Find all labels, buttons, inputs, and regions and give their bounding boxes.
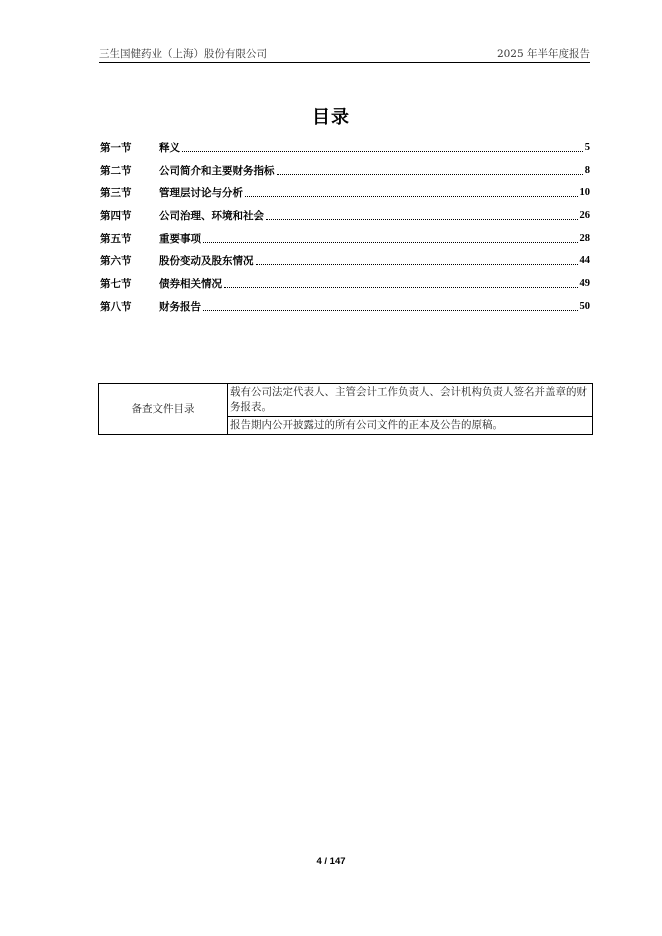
toc-section-name: 公司简介和主要财务指标 xyxy=(159,164,275,177)
toc-section-name: 债券相关情况 xyxy=(159,277,222,290)
toc-entry[interactable] xyxy=(100,249,590,272)
reference-document-item: 载有公司法定代表人、主管会计工作负责人、会计机构负责人签名并盖章的财务报表。 xyxy=(228,384,593,417)
toc-leader-dots xyxy=(203,310,578,311)
toc-section-name: 公司治理、环境和社会 xyxy=(159,209,264,222)
toc-entry[interactable] xyxy=(100,136,590,159)
toc-page-number: 44 xyxy=(579,255,590,267)
toc-entry[interactable] xyxy=(100,159,590,182)
toc-leader-dots xyxy=(224,287,578,288)
toc-section-name: 释义 xyxy=(159,141,180,154)
toc-section-number: 第二节 xyxy=(100,164,132,177)
toc-leader-dots xyxy=(203,242,578,243)
reference-document-item: 报告期内公开披露过的所有公司文件的正本及公告的原稿。 xyxy=(228,417,593,435)
toc-leader-dots xyxy=(277,174,583,175)
toc-section-number: 第八节 xyxy=(100,300,132,313)
toc-section-name: 股份变动及股东情况 xyxy=(159,255,254,268)
toc-section-name: 管理层讨论与分析 xyxy=(159,187,243,200)
toc-page-number: 49 xyxy=(579,277,590,289)
toc-leader-dots xyxy=(245,196,578,197)
header-report-title: 2025 年半年度报告 xyxy=(496,48,590,60)
reference-documents-table xyxy=(98,383,593,435)
toc-section-number: 第三节 xyxy=(100,187,132,200)
toc-entry[interactable] xyxy=(100,204,590,227)
toc-leader-dots xyxy=(266,219,578,220)
table-of-contents xyxy=(100,136,590,318)
toc-leader-dots xyxy=(256,264,578,265)
toc-page-number: 8 xyxy=(584,164,590,176)
toc-section-number: 第一节 xyxy=(100,141,132,154)
reference-documents-label: 备查文件目录 xyxy=(99,384,228,435)
table-row xyxy=(99,384,593,417)
toc-section-number: 第四节 xyxy=(100,209,132,222)
toc-entry[interactable] xyxy=(100,295,590,318)
toc-section-name: 重要事项 xyxy=(159,232,201,245)
toc-entry[interactable] xyxy=(100,272,590,295)
toc-entry[interactable] xyxy=(100,227,590,250)
toc-page-number: 10 xyxy=(579,187,590,199)
header-company-name: 三生国健药业（上海）股份有限公司 xyxy=(99,48,267,60)
page-header xyxy=(99,46,590,63)
page-number: 4 / 147 xyxy=(316,856,346,867)
toc-section-number: 第五节 xyxy=(100,232,132,245)
toc-page-number: 28 xyxy=(579,232,590,244)
toc-section-number: 第七节 xyxy=(100,277,132,290)
toc-page-number: 50 xyxy=(579,300,590,312)
toc-leader-dots xyxy=(182,151,583,152)
toc-entry[interactable] xyxy=(100,181,590,204)
toc-section-number: 第六节 xyxy=(100,255,132,268)
toc-page-number: 26 xyxy=(579,209,590,221)
toc-page-number: 5 xyxy=(584,141,590,153)
toc-section-name: 财务报告 xyxy=(159,300,201,313)
page-title: 目录 xyxy=(312,107,350,128)
